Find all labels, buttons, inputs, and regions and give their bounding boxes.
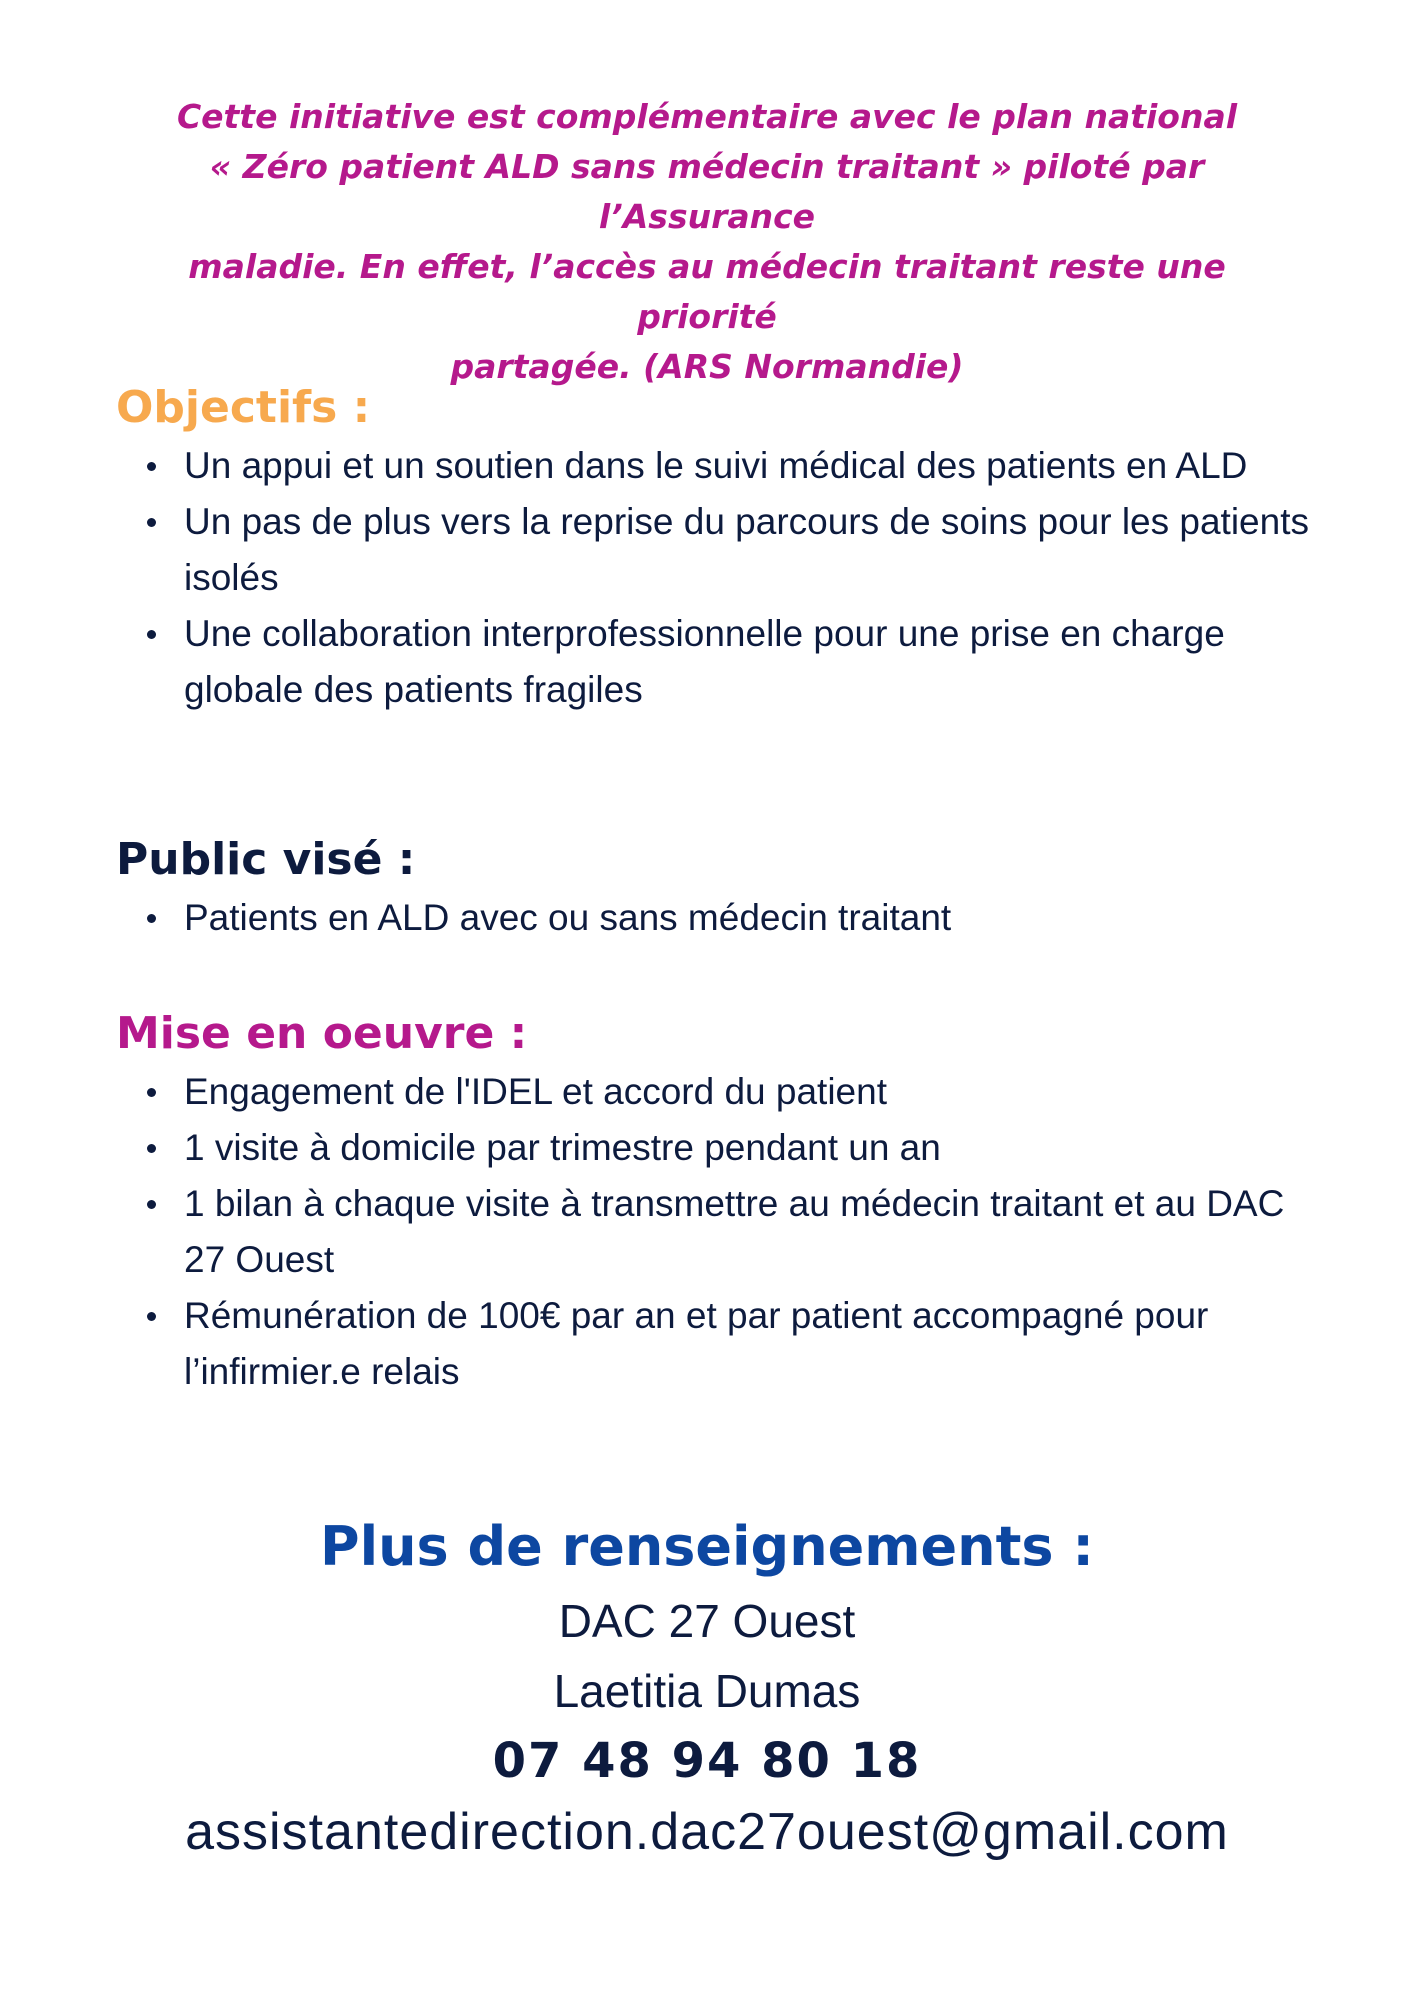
list-item-text: 1 visite à domicile par trimestre pendant un an [184, 1127, 941, 1168]
intro-line: Cette initiative est complémentaire avec le plan national [176, 97, 1238, 136]
mise-en-oeuvre-heading: Mise en oeuvre : [116, 1008, 528, 1059]
list-item [116, 606, 1316, 718]
list-item [116, 438, 1316, 494]
list-item-text: Engagement de l'IDEL et accord du patient [184, 1071, 887, 1112]
intro-line: « Zéro patient ALD sans médecin traitant » piloté par l’Assurance [209, 147, 1205, 236]
contact-person: Laetitia Dumas [553, 1665, 861, 1717]
list-item-text: Patients en ALD avec ou sans médecin traitant [184, 897, 952, 938]
mise-en-oeuvre-section [116, 1004, 1316, 1400]
contact-email: assistantedirection.dac27ouest@gmail.com [185, 1803, 1229, 1861]
mise-en-oeuvre-list [116, 1064, 1316, 1400]
bullet-icon [147, 1144, 156, 1153]
bullet-icon [147, 1088, 156, 1097]
contact-section [0, 1512, 1414, 1868]
bullet-icon [147, 1312, 156, 1321]
public-heading: Public visé : [116, 834, 416, 885]
list-item-text: Une collaboration interprofessionnelle pour une prise en charge globale des patients fragiles [184, 613, 1225, 710]
bullet-icon [147, 914, 156, 923]
list-item-text: Un pas de plus vers la reprise du parcours de soins pour les patients isolés [184, 501, 1309, 598]
list-item [116, 1064, 1316, 1120]
intro-line: maladie. En effet, l’accès au médecin traitant reste une priorité [188, 247, 1226, 336]
bullet-icon [147, 630, 156, 639]
intro-statement [130, 92, 1284, 392]
bullet-icon [147, 462, 156, 471]
contact-heading: Plus de renseignements : [320, 1515, 1094, 1578]
list-item-text: Un appui et un soutien dans le suivi médical des patients en ALD [184, 445, 1248, 486]
list-item [116, 890, 1316, 946]
objectifs-list [116, 438, 1316, 718]
list-item [116, 1288, 1316, 1400]
public-section [116, 830, 1316, 946]
list-item [116, 1120, 1316, 1176]
bullet-icon [147, 518, 156, 527]
contact-phone: 07 48 94 80 18 [492, 1733, 922, 1789]
contact-organisation: DAC 27 Ouest [558, 1595, 856, 1647]
list-item-text: 1 bilan à chaque visite à transmettre au médecin traitant et au DAC 27 Ouest [184, 1183, 1285, 1280]
list-item-text: Rémunération de 100€ par an et par patient accompagné pour l’infirmier.e relais [184, 1295, 1209, 1392]
bullet-icon [147, 1200, 156, 1209]
public-list [116, 890, 1316, 946]
objectifs-section [116, 378, 1316, 718]
intro-line: partagée. (ARS Normandie) [450, 347, 964, 386]
list-item [116, 494, 1316, 606]
objectifs-heading: Objectifs : [116, 382, 371, 433]
list-item [116, 1176, 1316, 1288]
